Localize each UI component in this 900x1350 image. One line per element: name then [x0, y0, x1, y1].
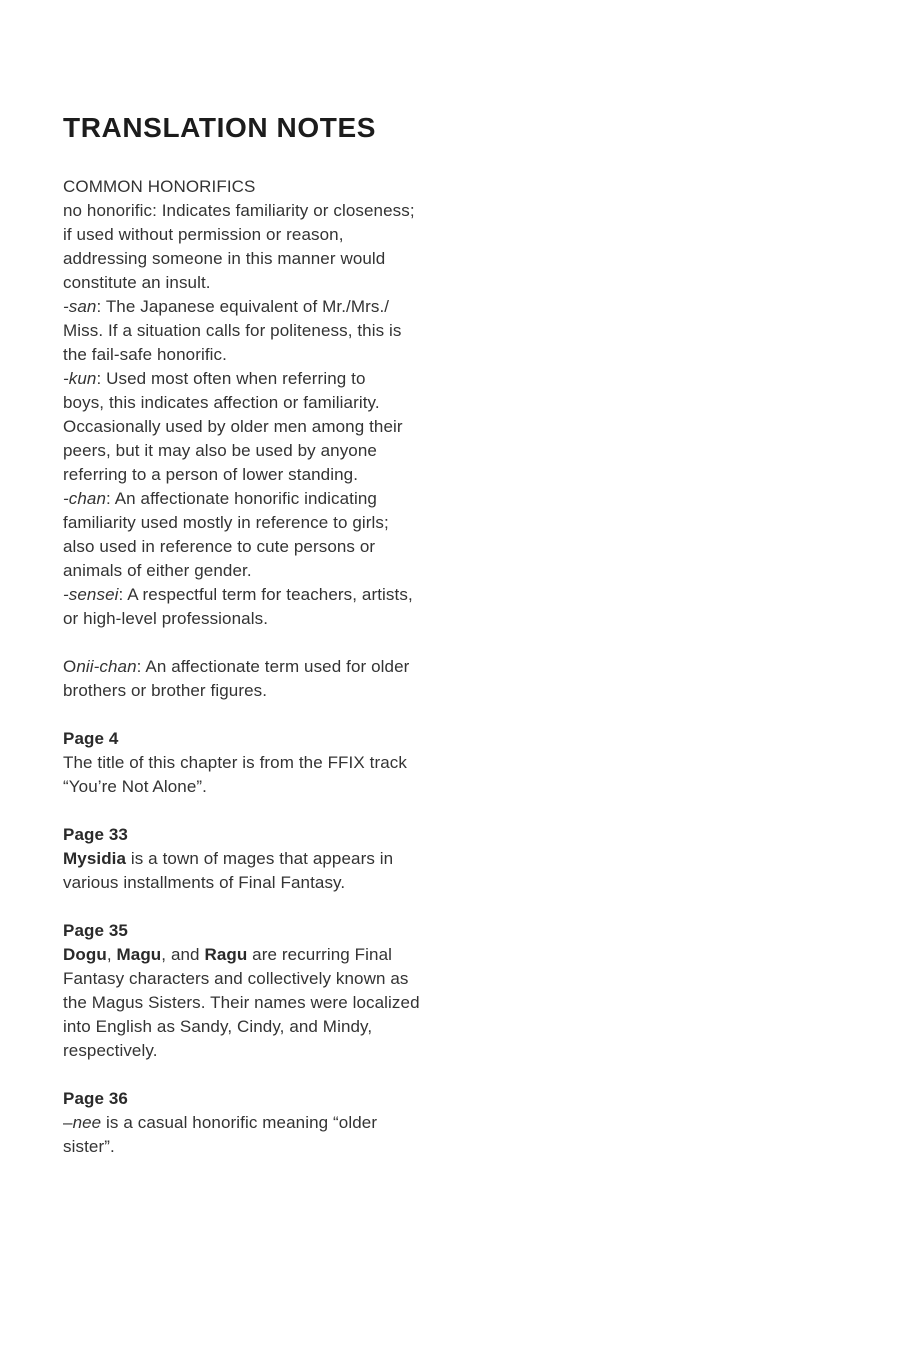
text-line [63, 319, 443, 343]
text-run: Ragu [204, 945, 248, 964]
text-run: also used in reference to cute persons or [63, 537, 376, 556]
note-section-page-33 [63, 823, 443, 895]
text-line [63, 367, 443, 391]
text-line [63, 223, 443, 247]
text-line [63, 967, 443, 991]
page-title: TRANSLATION NOTES [63, 112, 377, 143]
text-run: The title of this chapter is from the FFIX track [63, 753, 407, 772]
text-run: respectively. [63, 1041, 158, 1060]
text-run: sister”. [63, 1137, 115, 1156]
text-run: animals of either gender. [63, 561, 252, 580]
text-line [63, 751, 443, 775]
text-line [63, 991, 443, 1015]
text-run: : An affectionate term used for older [136, 657, 410, 676]
text-run: Occasionally used by older men among their [63, 417, 403, 436]
text-line [63, 1015, 443, 1039]
text-run: the Magus Sisters. Their names were localized [63, 993, 420, 1012]
text-run: -chan [63, 489, 107, 508]
text-run: nee [72, 1113, 102, 1132]
text-run: – [63, 1113, 73, 1132]
text-line [63, 847, 443, 871]
text-run: -kun [63, 369, 97, 388]
text-run: : An affectionate honorific indicating [106, 489, 377, 508]
text-run: constitute an insult. [63, 273, 211, 292]
text-run: Page 33 [63, 825, 128, 844]
text-run: -sensei [63, 585, 119, 604]
note-section-page-4 [63, 727, 443, 799]
text-line [63, 271, 443, 295]
text-line [63, 511, 443, 535]
text-run: referring to a person of lower standing. [63, 465, 359, 484]
text-run: : Used most often when referring to [96, 369, 366, 388]
text-line [63, 871, 443, 895]
text-run: peers, but it may also be used by anyone [63, 441, 377, 460]
text-run: brothers or brother figures. [63, 681, 268, 700]
text-line [63, 559, 443, 583]
text-line [63, 919, 443, 943]
text-run: Page 35 [63, 921, 128, 940]
text-line [63, 415, 443, 439]
text-line [63, 295, 443, 319]
text-line [63, 655, 443, 679]
text-run: Fantasy characters and collectively known as [63, 969, 409, 988]
text-run: : A respectful term for teachers, artists, [118, 585, 413, 604]
text-line [63, 583, 443, 607]
text-line [63, 391, 443, 415]
text-run: : The Japanese equivalent of Mr./Mrs./ [96, 297, 390, 316]
text-run: addressing someone in this manner would [63, 249, 386, 268]
text-run: Page 36 [63, 1089, 128, 1108]
text-run: into English as Sandy, Cindy, and Mindy, [63, 1017, 373, 1036]
text-line [63, 679, 443, 703]
text-line [63, 823, 443, 847]
text-line [63, 1087, 443, 1111]
text-run: , [106, 945, 117, 964]
text-run: or high-level professionals. [63, 609, 269, 628]
text-run: is a town of mages that appears in [126, 849, 394, 868]
text-line [63, 463, 443, 487]
text-run: no honorific: Indicates familiarity or closeness; [63, 201, 415, 220]
text-run: , and [161, 945, 205, 964]
text-run: Dogu [63, 945, 107, 964]
text-run: familiarity used mostly in reference to girls; [63, 513, 389, 532]
note-section-page-36 [63, 1087, 443, 1159]
text-run: if used without permission or reason, [63, 225, 344, 244]
text-run: O [63, 657, 77, 676]
text-line [63, 1135, 443, 1159]
text-run: the fail-safe honorific. [63, 345, 227, 364]
text-line [63, 775, 443, 799]
text-run: various installments of Final Fantasy. [63, 873, 346, 892]
text-run: is a casual honorific meaning “older [101, 1113, 378, 1132]
text-run: Page 4 [63, 729, 119, 748]
text-line [63, 439, 443, 463]
text-line [63, 607, 443, 631]
text-line [63, 199, 443, 223]
text-line [63, 175, 443, 199]
text-line [63, 1111, 443, 1135]
text-line [63, 535, 443, 559]
text-run: COMMON HONORIFICS [63, 177, 256, 196]
text-line [63, 943, 443, 967]
note-section-onii-chan [63, 655, 443, 703]
text-run: nii-chan [76, 657, 137, 676]
notes-content [63, 175, 443, 1159]
text-run: “You’re Not Alone”. [63, 777, 207, 796]
text-line [63, 727, 443, 751]
text-run: boys, this indicates affection or familiarity. [63, 393, 380, 412]
text-run: Mysidia [63, 849, 127, 868]
text-run: Magu [116, 945, 162, 964]
text-run: -san [63, 297, 97, 316]
note-section-common-honorifics [63, 175, 443, 631]
note-section-page-35 [63, 919, 443, 1063]
text-run: are recurring Final [247, 945, 393, 964]
text-line [63, 487, 443, 511]
text-line [63, 247, 443, 271]
text-run: Miss. If a situation calls for politeness, this is [63, 321, 402, 340]
text-line [63, 343, 443, 367]
text-line [63, 1039, 443, 1063]
